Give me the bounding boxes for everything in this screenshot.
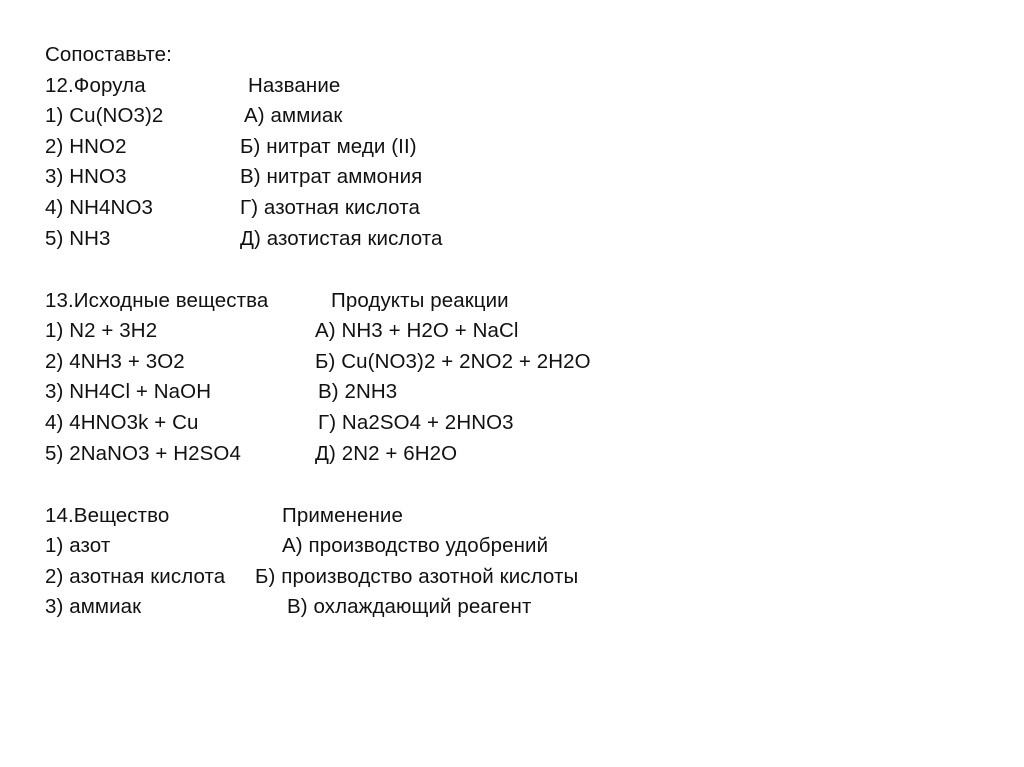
q12-name-b: Б) нитрат меди (II) [240,135,417,158]
q14-application-v: В) охлаждающий реагент [287,595,532,618]
q13-products-a: А) NH3 + H2O + NaCl [315,319,519,342]
q12-name-d: Д) азотистая кислота [240,227,443,250]
q14-header-application: Применение [282,504,403,527]
q13-products-g: Г) Na2SO4 + 2HNO3 [318,411,514,434]
q13-products-d: Д) 2N2 + 6H2O [315,442,458,465]
q13-reactants-5: 5) 2NaNO3 + H2SO4 [45,442,241,465]
q13-reactants-3: 3) NH4Cl + NaOH [45,380,212,403]
q14-substance-1: 1) азот [45,534,111,557]
q13-header-products: Продукты реакции [331,289,509,312]
q12-formula-5: 5) NH3 [45,227,111,250]
q14-application-a: А) производство удобрений [282,534,549,557]
q12-name-v: В) нитрат аммония [240,165,423,188]
q14-header-substance: 14.Вещество [45,504,170,527]
q13-header-reactants: 13.Исходные вещества [45,289,269,312]
q12-formula-2: 2) HNO2 [45,135,127,158]
q12-formula-1: 1) Cu(NO3)2 [45,104,164,127]
q14-substance-2: 2) азотная кислота [45,565,226,588]
q13-reactants-2: 2) 4NH3 + 3O2 [45,350,185,373]
q12-name-a: А) аммиак [244,104,343,127]
q12-formula-3: 3) HNO3 [45,165,127,188]
slide-heading: Сопоставьте: [45,43,172,66]
q12-header-formula: 12.Форула [45,74,146,97]
q14-substance-3: 3) аммиак [45,595,142,618]
q13-reactants-4: 4) 4HNO3k + Cu [45,411,199,434]
q12-formula-4: 4) NH4NO3 [45,196,153,219]
q13-reactants-1: 1) N2 + 3H2 [45,319,158,342]
q14-application-b: Б) производство азотной кислоты [255,565,579,588]
q13-products-b: Б) Cu(NO3)2 + 2NO2 + 2H2O [315,350,591,373]
q12-header-name: Название [248,74,341,97]
q12-name-g: Г) азотная кислота [240,196,420,219]
q13-products-v: В) 2NH3 [318,380,398,403]
